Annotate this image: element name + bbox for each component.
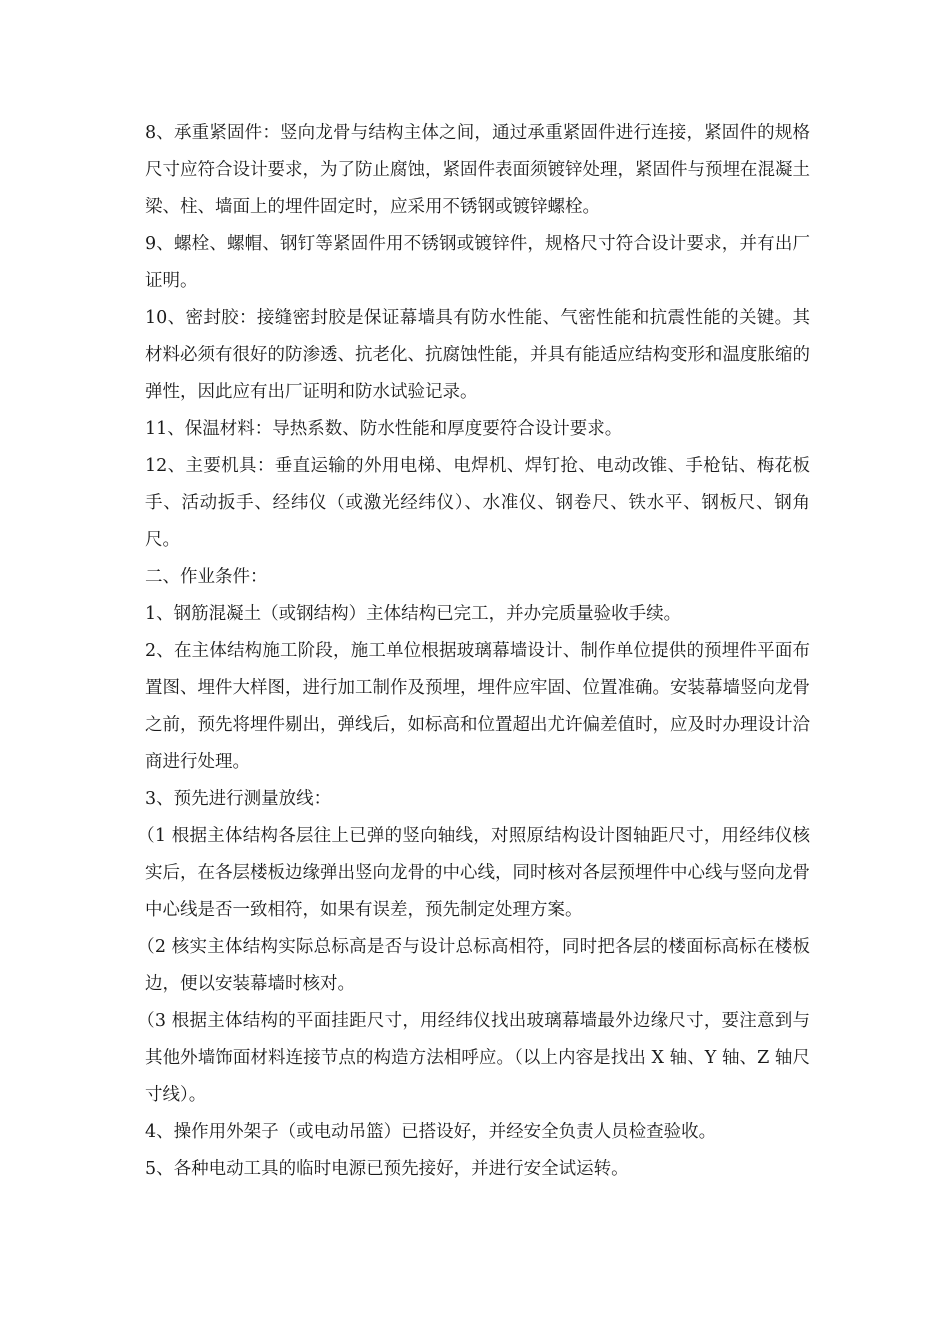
paragraph-condition-5: 5、各种电动工具的临时电源已预先接好，并进行安全试运转。 <box>145 1159 629 1179</box>
paragraph-insulation: 11、保温材料：导热系数、防水性能和厚度要符合设计要求。 <box>145 419 623 439</box>
paragraph-subitem-1: （1 根据主体结构各层往上已弹的竖向轴线，对照原结构设计图轴距尺寸，用经纬仪核实后，在各层楼板边缘弹出竖向龙骨的中心线，同时核对各层预埋件中心线与竖向龙骨中心线是否一致相符，如果有误差，预先制定处理方案。 <box>137 826 810 920</box>
paragraph-condition-4: 4、操作用外架子（或电动吊篮）已搭设好，并经安全负责人员检查验收。 <box>145 1122 717 1142</box>
paragraph-condition-2: 2、在主体结构施工阶段，施工单位根据玻璃幕墙设计、制作单位提供的预埋件平面布置图、埋件大样图，进行加工制作及预埋，埋件应牢固、位置准确。安装幕墙竖向龙骨之前，预先将埋件剔出，弹线后，如标高和位置超出尤许偏差值时，应及时办理设计洽商进行处理。 <box>145 641 810 772</box>
paragraph-sealant: 10、密封胶：接缝密封胶是保证幕墙具有防水性能、气密性能和抗震性能的关键。其材料必须有很好的防渗透、抗老化、抗腐蚀性能，并具有能适应结构变形和温度胀缩的弹性，因此应有出厂证明和防水试验记录。 <box>145 308 810 402</box>
paragraph-condition-1: 1、钢筋混凝土（或钢结构）主体结构已完工，并办完质量验收手续。 <box>145 604 682 624</box>
section-heading-work-conditions: 二、作业条件： <box>145 567 268 587</box>
paragraph-subitem-3: （3 根据主体结构的平面挂距尺寸，用经纬仪找出玻璃幕墙最外边缘尺寸，要注意到与其他外墙饰面材料连接节点的构造方法相呼应。（以上内容是找出 X 轴、Y 轴、Z 轴尺寸线）。 <box>137 1011 810 1105</box>
paragraph-fastener: 8、承重紧固件：竖向龙骨与结构主体之间，通过承重紧固件进行连接，紧固件的规格尺寸应符合设计要求，为了防止腐蚀，紧固件表面须镀锌处理，紧固件与预埋在混凝土梁、柱、墙面上的埋件固定时，应采用不锈钢或镀锌螺栓。 <box>145 123 810 217</box>
paragraph-subitem-2: （2 核实主体结构实际总标高是否与设计总标高相符，同时把各层的楼面标高标在楼板边，便以安装幕墙时核对。 <box>137 937 810 994</box>
paragraph-tools: 12、主要机具：垂直运输的外用电梯、电焊机、焊钉抢、电动改锥、手枪钻、梅花板手、活动扳手、经纬仪（或激光经纬仪）、水准仪、钢卷尺、铁水平、钢板尺、钢角尺。 <box>145 456 810 550</box>
document-body <box>137 115 810 1188</box>
paragraph-bolts: 9、螺栓、螺帽、钢钉等紧固件用不锈钢或镀锌件，规格尺寸符合设计要求，并有出厂证明。 <box>145 234 810 291</box>
paragraph-condition-3: 3、预先进行测量放线： <box>145 789 332 809</box>
